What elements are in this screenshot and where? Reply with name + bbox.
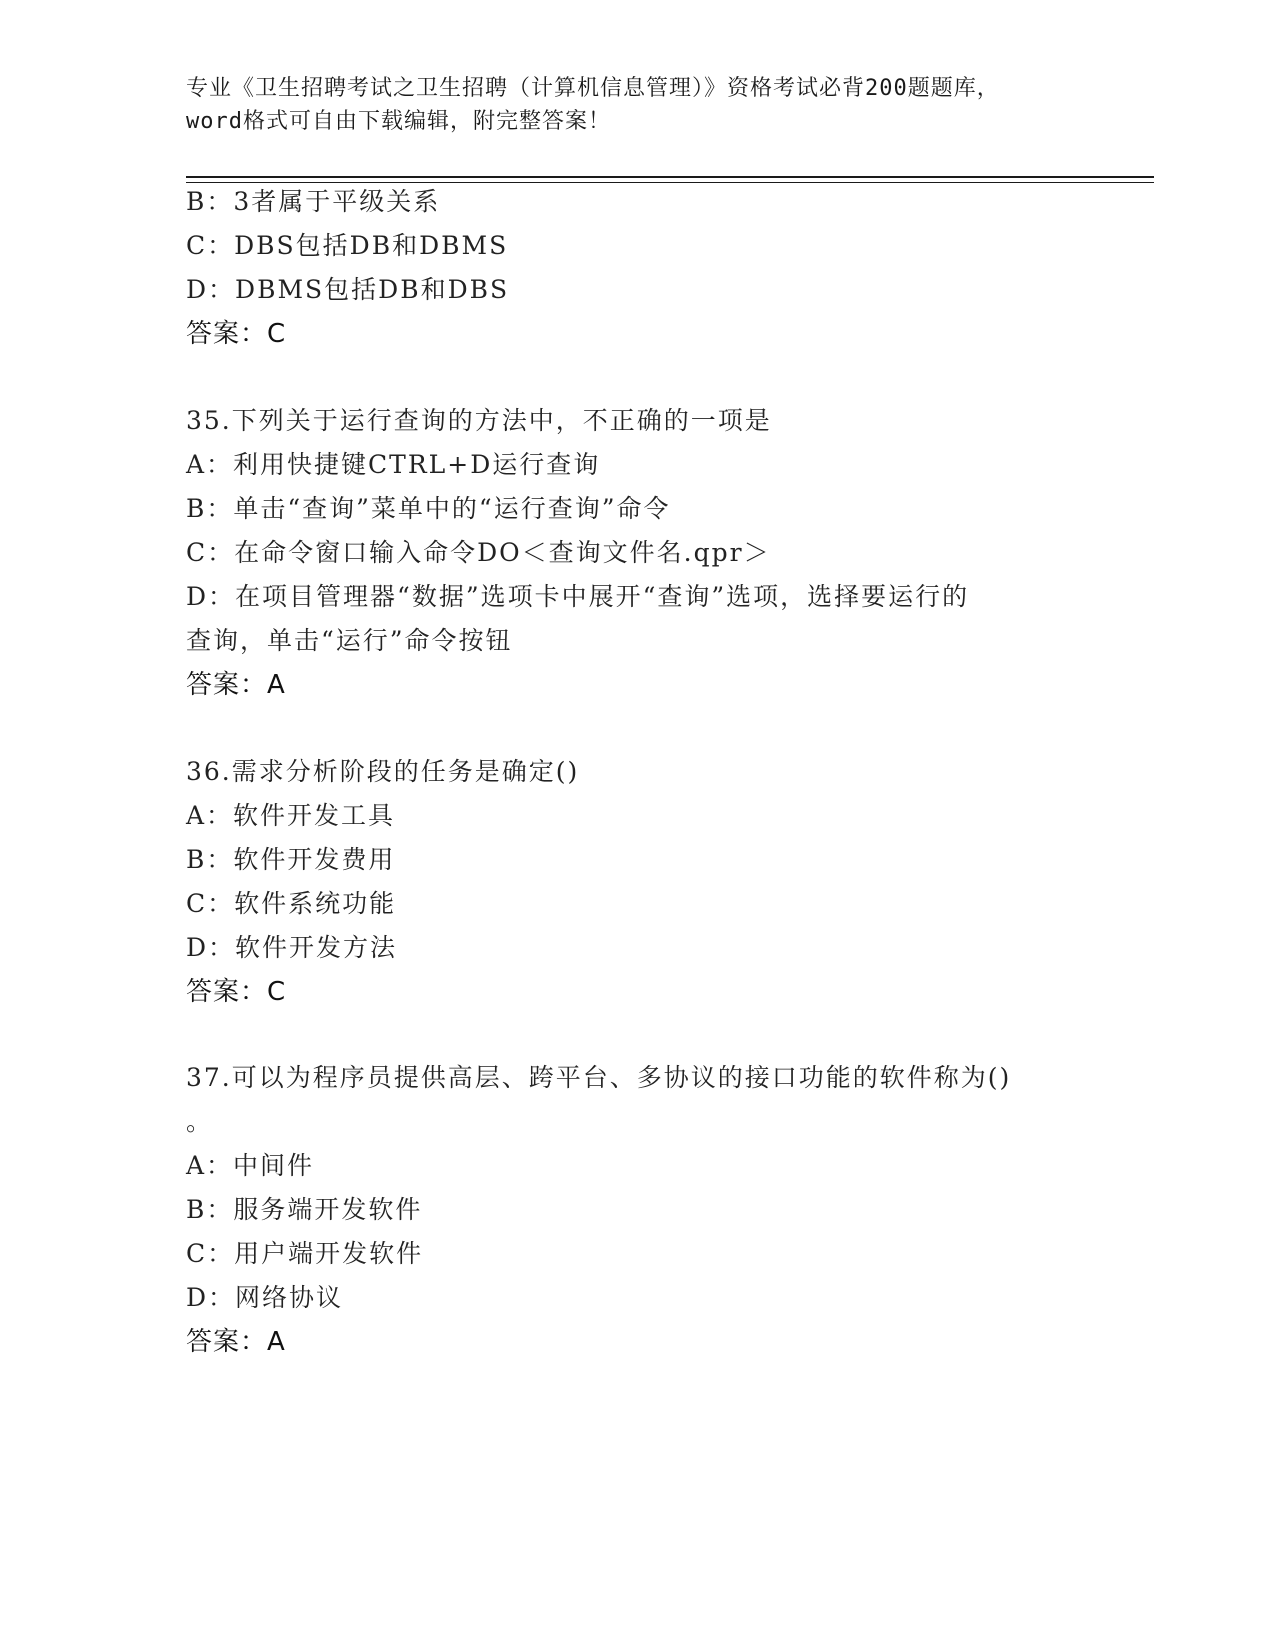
q36-option-c: C：软件系统功能 [186, 889, 397, 918]
q35-option-d-continued: 查询，单击“运行”命令按钮 [186, 626, 513, 655]
q37-option-d: D：网络协议 [186, 1283, 344, 1312]
q36-option-d: D：软件开发方法 [186, 933, 398, 962]
q37-option-b: B：服务端开发软件 [186, 1195, 423, 1224]
header-title-line1: 专业《卫生招聘考试之卫生招聘（计算机信息管理）》资格考试必背200题题库， [186, 76, 1000, 101]
q35-option-d: D：在项目管理器“数据”选项卡中展开“查询”选项，选择要运行的 [186, 582, 970, 611]
q34-option-d: D：DBMS包括DB和DBS [186, 275, 510, 304]
document-header [186, 72, 1086, 138]
q36-answer: 答案：C [186, 977, 287, 1007]
q36-option-a: A：软件开发工具 [186, 801, 396, 830]
header-divider [186, 176, 1154, 178]
q35-option-a: A：利用快捷键CTRL+D运行查询 [186, 450, 601, 479]
q34-answer: 答案：C [186, 319, 287, 349]
q37-option-c: C：用户端开发软件 [186, 1239, 424, 1268]
q35-question: 35.下列关于运行查询的方法中，不正确的一项是 [186, 406, 772, 435]
q34-option-c: C：DBS包括DB和DBMS [186, 231, 509, 260]
q37-question: 37.可以为程序员提供高层、跨平台、多协议的接口功能的软件称为() [186, 1063, 1012, 1092]
q36-option-b: B：软件开发费用 [186, 845, 396, 874]
q35-option-b: B：单击“查询”菜单中的“运行查询”命令 [186, 494, 671, 523]
q35-option-c: C：在命令窗口输入命令DO＜查询文件名.qpr＞ [186, 538, 771, 567]
header-divider-thin [186, 182, 1154, 183]
q35-answer: 答案：A [186, 670, 286, 700]
q37-answer: 答案：A [186, 1327, 286, 1357]
q36-question: 36.需求分析阶段的任务是确定() [186, 757, 580, 786]
q37-question-continued: 。 [186, 1107, 214, 1136]
q37-option-a: A：中间件 [186, 1151, 315, 1180]
q34-option-b: B：3者属于平级关系 [186, 187, 441, 216]
header-title-line2: word格式可自由下载编辑，附完整答案！ [186, 109, 611, 134]
